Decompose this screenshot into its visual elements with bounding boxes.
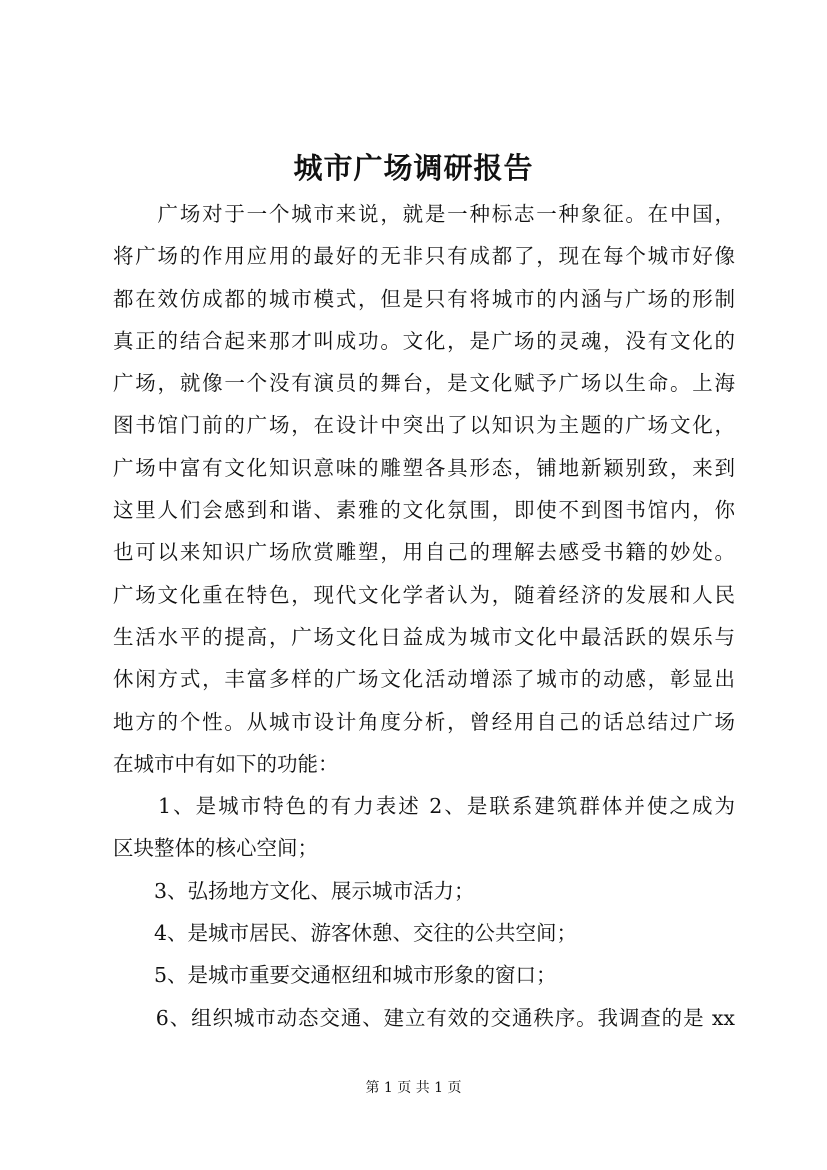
body-line: 5、是城市重要交通枢纽和城市形象的窗口；	[113, 963, 557, 988]
body-line: 将广场的作用应用的最好的无非只有成都了，现在每个城市好像	[113, 244, 735, 269]
body-line: 都在效仿成都的城市模式，但是只有将城市的内涵与广场的形制	[113, 286, 735, 311]
document-body	[113, 193, 735, 1039]
body-line: 图书馆门前的广场，在设计中突出了以知识为主题的广场文化，	[113, 413, 735, 438]
body-line: 生活水平的提高，广场文化日益成为城市文化中最活跃的娱乐与	[113, 624, 735, 649]
body-line: 6、组织城市动态交通、建立有效的交通秩序。我调查的是 xx	[113, 1005, 735, 1030]
body-line: 真正的结合起来那才叫成功。文化，是广场的灵魂，没有文化的	[113, 328, 735, 353]
body-line: 广场对于一个城市来说，就是一种标志一种象征。在中国，	[113, 202, 735, 226]
body-line: 在城市中有如下的功能：	[113, 751, 339, 776]
page-number-footer: 第 1 页 共 1 页	[365, 1080, 462, 1096]
body-line: 这里人们会感到和谐、素雅的文化氛围，即使不到图书馆内，你	[113, 498, 735, 523]
body-line: 1、是城市特色的有力表述 2、是联系建筑群体并使之成为	[113, 794, 735, 819]
body-line: 3、弘扬地方文化、展示城市活力；	[113, 878, 475, 903]
body-line: 广场文化重在特色，现代文化学者认为，随着经济的发展和人民	[113, 582, 735, 607]
body-line: 地方的个性。从城市设计角度分析，曾经用自己的话总结过广场	[113, 709, 735, 734]
body-line: 广场中富有文化知识意味的雕塑各具形态，铺地新颖别致，来到	[113, 455, 735, 480]
body-line: 4、是城市居民、游客休憩、交往的公共空间；	[113, 921, 578, 946]
body-line: 广场，就像一个没有演员的舞台，是文化赋予广场以生命。上海	[113, 371, 735, 396]
document-title: 城市广场调研报告	[293, 151, 534, 185]
body-line: 休闲方式，丰富多样的广场文化活动增添了城市的动感，彰显出	[113, 667, 735, 692]
body-line: 也可以来知识广场欣赏雕塑，用自己的理解去感受书籍的妙处。	[113, 540, 735, 565]
body-line: 区块整体的核心空间；	[113, 836, 318, 861]
